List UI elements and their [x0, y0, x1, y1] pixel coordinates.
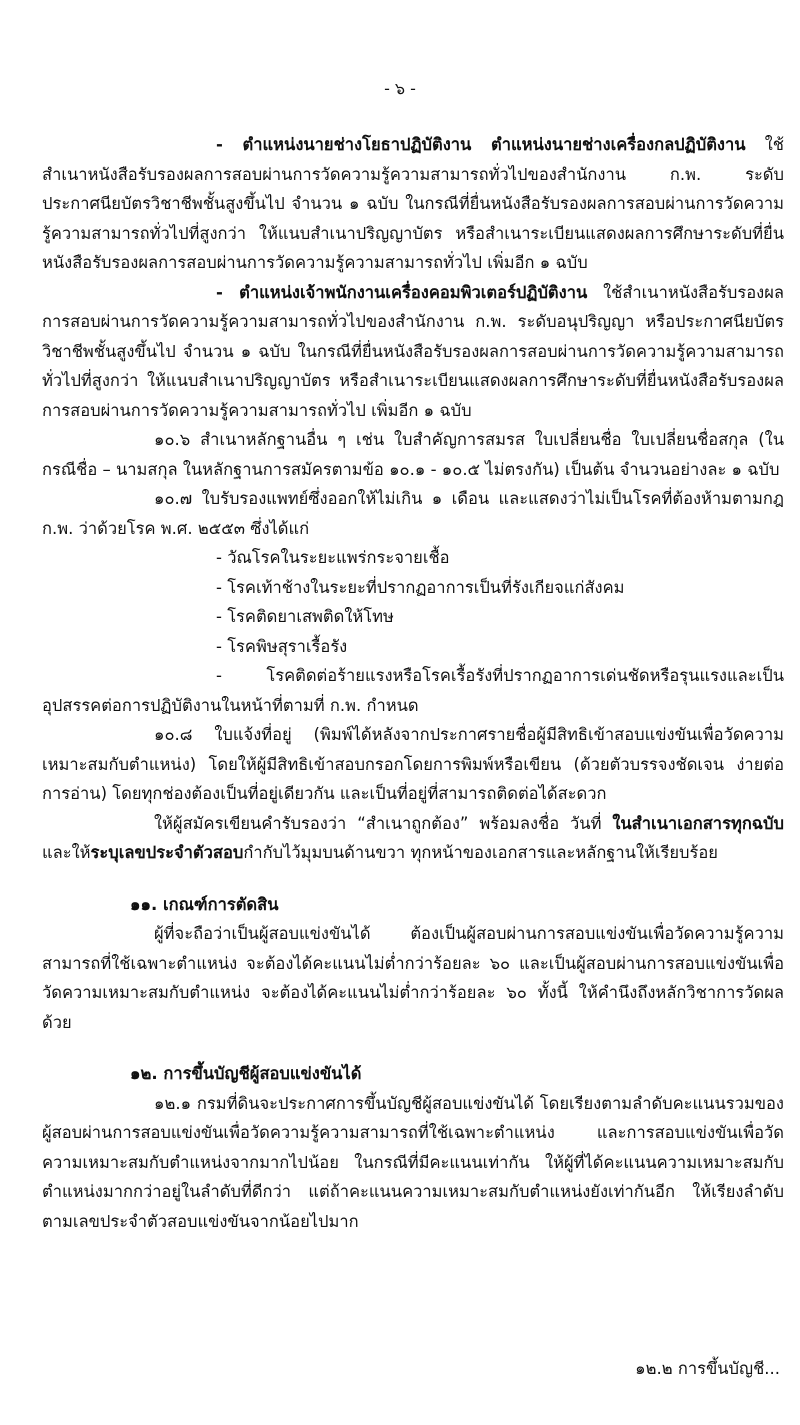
section-heading-12: ๑๒. การขึ้นบัญชีผู้สอบแข่งขันได้ — [130, 1064, 362, 1083]
document-body — [42, 130, 784, 1384]
paragraph-10-8: ๑๐.๘ ใบแจ้งที่อยู่ (พิมพ์ได้หลังจากประกาศรายชื่อผู้มีสิทธิเข้าสอบแข่งขันเพื่อวัดความเหมาะสมกับตำแหน่ง) โดยให้ผู้มีสิทธิเข้าสอบกรอกโดยการพิมพ์หรือเขียน (ด้วยตัวบรรจงชัดเจน ง่ายต่อการอ่าน) โดยทุกช่องต้องเป็นที่อยู่เดียวกัน และเป็นที่อยู่ที่สามารถติดต่อได้สะดวก — [42, 725, 784, 803]
paragraph-10-6: ๑๐.๖ สำเนาหลักฐานอื่น ๆ เช่น ใบสำคัญการสมรส ใบเปลี่ยนชื่อ ใบเปลี่ยนชื่อสกุล (ในกรณีชื่อ – นามสกุล ในหลักฐานการสมัครตามข้อ ๑๐.๑ - ๑๐.๕ ไม่ตรงกัน) เป็นต้น จำนวนอย่างละ ๑ ฉบับ — [42, 430, 784, 479]
paragraph-text: ใช้สำเนาหนังสือรับรองผลการสอบผ่านการวัดความรู้ความสามารถทั่วไปของสำนักงาน ก.พ. ระดับอนุปริญญา หรือประกาศนียบัตรวิชาชีพชั้นสูงขึ้นไป จำนวน ๑ ฉบับ ในกรณีที่ยื่นหนังสือรับรองผลการสอบผ่านการวัดความรู้ความสามารถทั่วไปที่สูงกว่า ให้แนบสำเนาปริญญาบัตร หรือสำเนาระเบียนแสดงผลการศึกษาระดับที่ยื่นหนังสือรับรองผลการสอบผ่านการวัดความรู้ความสามารถทั่วไป เพิ่มอีก ๑ ฉบับ — [42, 282, 784, 420]
section-heading-11: ๑๑. เกณฑ์การตัดสิน — [130, 894, 279, 914]
next-page-reference: ๑๒.๒ การขึ้นบัญชี... — [635, 1359, 780, 1378]
disease-item: - วัณโรคในระยะแพร่กระจายเชื้อ — [216, 548, 450, 567]
paragraph-civil-mechanical-technician — [42, 130, 784, 278]
disease-item: - โรคพิษสุราเรื้อรัง — [216, 636, 348, 656]
paragraph-computer-operator — [42, 278, 784, 426]
position-heading-technician: - ตำแหน่งนายช่างโยธาปฏิบัติงาน ตำแหน่งนายช่างเครื่องกลปฏิบัติงาน — [216, 135, 746, 154]
disease-item: - โรคเท้าช้างในระยะที่ปรากฏอาการเป็นที่รังเกียจแก่สังคม — [216, 577, 625, 597]
disease-item-last: - โรคติดต่อร้ายแรงหรือโรคเรื้อรังที่ปรากฏอาการเด่นชัดหรือรุนแรงและเป็นอุปสรรคต่อการปฏิบัติงานในหน้าที่ตามที่ ก.พ. กำหนด — [42, 666, 784, 715]
disease-item: - โรคติดยาเสพติดให้โทษ — [216, 607, 394, 626]
paragraph-text: ใช้สำเนาหนังสือรับรองผลการสอบผ่านการวัดความรู้ความสามารถทั่วไปของสำนักงาน ก.พ. ระดับประกาศนียบัตรวิชาชีพชั้นสูงขึ้นไป จำนวน ๑ ฉบับ ในกรณีที่ยื่นหนังสือรับรองผลการสอบผ่านการวัดความรู้ความสามารถทั่วไปที่สูงกว่า ให้แนบสำเนาปริญญาบัตร หรือสำเนาระเบียนแสดงผลการศึกษาระดับที่ยื่นหนังสือรับรองผลการสอบผ่านการวัดความรู้ความสามารถทั่วไป เพิ่มอีก ๑ ฉบับ — [42, 135, 784, 272]
paragraph-certify-copies: ให้ผู้สมัครเขียนคำรับรองว่า “สำเนาถูกต้อง” พร้อมลงชื่อ วันที่ ในสำเนาเอกสารทุกฉบับ และให้ระบุเลขประจำตัวสอบกำกับไว้มุมบนด้านขวา ทุกหน้าของเอกสารและหลักฐานให้เรียบร้อย — [42, 813, 784, 862]
position-heading-computer: - ตำแหน่งเจ้าพนักงานเครื่องคอมพิวเตอร์ปฏิบัติงาน — [216, 282, 588, 302]
paragraph-12-1: ๑๒.๑ กรมที่ดินจะประกาศการขึ้นบัญชีผู้สอบแข่งขันได้ โดยเรียงตามลำดับคะแนนรวมของผู้สอบผ่านการสอบแข่งขันเพื่อวัดความรู้ความสามารถที่ใช้เฉพาะตำแหน่ง และการสอบแข่งขันเพื่อวัดความเหมาะสมกับตำแหน่งจากมากไปน้อย ในกรณีที่มีคะแนนเท่ากัน ให้ผู้ที่ได้คะแนนความเหมาะสมกับตำแหน่งมากกว่าอยู่ในลำดับที่ดีกว่า แต่ถ้าคะแนนความเหมาะสมกับตำแหน่งยังเท่ากันอีก ให้เรียงลำดับตามเลขประจำตัวสอบแข่งขันจากน้อยไปมาก — [42, 1093, 784, 1231]
paragraph-10-7: ๑๐.๗ ใบรับรองแพทย์ซึ่งออกให้ไม่เกิน ๑ เดือน และแสดงว่าไม่เป็นโรคที่ต้องห้ามตามกฎ ก.พ. ว่าด้วยโรค พ.ศ. ๒๕๕๓ ซึ่งได้แก่ — [42, 489, 784, 538]
paragraph-11: ผู้ที่จะถือว่าเป็นผู้สอบแข่งขันได้ ต้องเป็นผู้สอบผ่านการสอบแข่งขันเพื่อวัดความรู้ความสามารถที่ใช้เฉพาะตำแหน่ง จะต้องได้คะแนนไม่ต่ำกว่าร้อยละ ๖๐ และเป็นผู้สอบผ่านการสอบแข่งขันเพื่อวัดความเหมาะสมกับตำแหน่ง จะต้องได้คะแนนไม่ต่ำกว่าร้อยละ ๖๐ ทั้งนี้ ให้คำนึงถึงหลักวิชาการวัดผลด้วย — [42, 924, 784, 1032]
page-number: - ๖ - — [384, 79, 416, 98]
